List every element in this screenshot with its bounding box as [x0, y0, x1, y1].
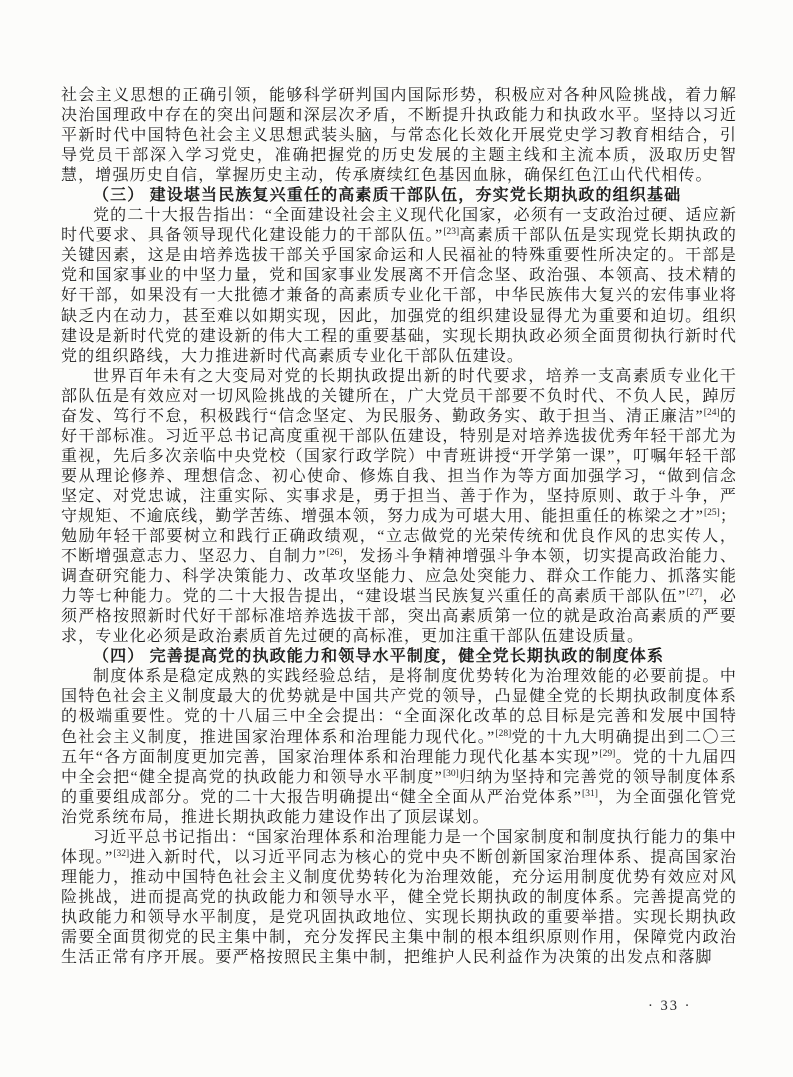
document-body	[61, 86, 737, 968]
citation-ref: [25]	[704, 507, 720, 518]
paragraph: 世界百年未有之大变局对党的长期执政提出新的时代要求，培养一支高素质专业化干部队伍是有效应对一切风险挑战的关键所在，广大党员干部要不负时代、不负人民，踔厉奋发、笃行不怠，积极践行“信念坚定、为民服务、勤政务实、敢于担当、清正廉洁”[24]的好干部标准。习近平总书记高度重视干部队伍建设，特别是对培养选拔优秀年轻干部尤为重视，先后多次亲临中央党校（国家行政学院）中青班讲授“开学第一课”，叮嘱年轻干部要从理论修养、理想信念、初心使命、修炼自我、担当作为等方面加强学习，“做到信念坚定、对党忠诚，注重实际、实事求是，勇于担当、善于作为，坚持原则、敢于斗争，严守规矩、不逾底线，勤学苦练、增强本领，努力成为可堪大用、能担重任的栋梁之才”[25]；勉励年轻干部要树立和践行正确政绩观，“立志做党的光荣传统和优良作风的忠实传人，不断增强意志力、坚忍力、自制力”[26]，发扬斗争精神增强斗争本领，切实提高政治能力、调查研究能力、科学决策能力、改革攻坚能力、应急处突能力、群众工作能力、抓落实能力等七种能力。党的二十大报告提出，“建设堪当民族复兴重任的高素质干部队伍”[27]，必须严格按照新时代好干部标准培养选拔干部，突出高素质第一位的就是政治高素质的严要求，专业化必须是政治素质首先过硬的高标准，更加注重干部队伍建设质量。	[61, 367, 737, 646]
paragraph: 习近平总书记指出：“国家治理体系和治理能力是一个国家制度和制度执行能力的集中体现。”[32]进入新时代，以习近平同志为核心的党中央不断创新国家治理体系、提高国家治理能力，推动中国特色社会主义制度优势转化为治理效能，充分运用制度优势有效应对风险挑战，进而提高党的执政能力和领导水平，健全党长期执政的制度体系。完善提高党的执政能力和领导水平制度，是党巩固执政地位、实现长期执政的重要举措。实现长期执政需要全面贯彻党的民主集中制，充分发挥民主集中制的根本组织原则作用，保障党内政治生活正常有序开展。要严格按照民主集中制，把维护人民利益作为决策的出发点和落脚	[61, 828, 737, 967]
citation-ref: [28]	[495, 728, 512, 739]
citation-ref: [26]	[326, 548, 343, 559]
citation-ref: [31]	[582, 788, 598, 799]
citation-ref: [27]	[686, 588, 703, 599]
citation-ref: [32]	[113, 848, 130, 859]
citation-ref: [23]	[443, 227, 460, 238]
section-heading: （四） 完善提高党的执政能力和领导水平制度，健全党长期执政的制度体系	[93, 648, 665, 666]
paragraph: 社会主义思想的正确引领，能够科学研判国内国际形势，积极应对各种风险挑战，着力解决治国理政中存在的突出问题和深层次矛盾，不断提升执政能力和执政水平。坚持以习近平新时代中国特色社会主义思想武装头脑，与常态化长效化开展党史学习教育相结合，引导党员干部深入学习党史，准确把握党的历史发展的主题主线和主流本质，汲取历史智慧，增强历史自信，掌握历史主动，传承赓续红色基因血脉，确保红色江山代代相传。	[61, 87, 737, 185]
citation-ref: [30]	[442, 768, 459, 779]
paragraph: 党的二十大报告指出：“全面建设社会主义现代化国家，必须有一支政治过硬、适应新时代要求、具备领导现代化建设能力的干部队伍。”[23]高素质干部队伍是实现党长期执政的关键因素，这是由培养选拔干部关乎国家命运和人民福祉的特殊重要性所决定的。干部是党和国家事业的中坚力量，党和国家事业发展离不开信念坚、政治强、本领高、技术精的好干部，如果没有一大批德才兼备的高素质专业化干部，中华民族伟大复兴的宏伟事业将缺乏内在动力，甚至难以如期实现，因此，加强党的组织建设显得尤为重要和迫切。组织建设是新时代党的建设新的伟大工程的重要基础，实现长期执政必须全面贯彻执行新时代党的组织路线，大力推进新时代高素质专业化干部队伍建设。	[61, 207, 737, 365]
citation-ref: [29]	[599, 748, 616, 759]
paragraph: 制度体系是稳定成熟的实践经验总结，是将制度优势转化为治理效能的必要前提。中国特色社会主义制度最大的优势就是中国共产党的领导，凸显健全党的长期执政制度体系的极端重要性。党的十八届三中全会提出：“全面深化改革的总目标是完善和发展中国特色社会主义制度，推进国家治理体系和治理能力现代化。”[28]党的十九大明确提出到二〇三五年“各方面制度更加完善，国家治理体系和治理能力现代化基本实现”[29]。党的十九届四中全会把“健全提高党的执政能力和领导水平制度”[30]归纳为坚持和完善党的领导制度体系的重要组成部分。党的二十大报告明确提出“健全全面从严治党体系”[31]，为全面强化管党治党系统布局，推进长期执政能力建设作出了顶层谋划。	[61, 668, 738, 826]
section-heading: （三） 建设堪当民族复兴重任的高素质干部队伍，夯实党长期执政的组织基础	[93, 187, 682, 205]
citation-ref: [24]	[703, 407, 720, 418]
page-number: · 33 ·	[648, 998, 692, 1014]
